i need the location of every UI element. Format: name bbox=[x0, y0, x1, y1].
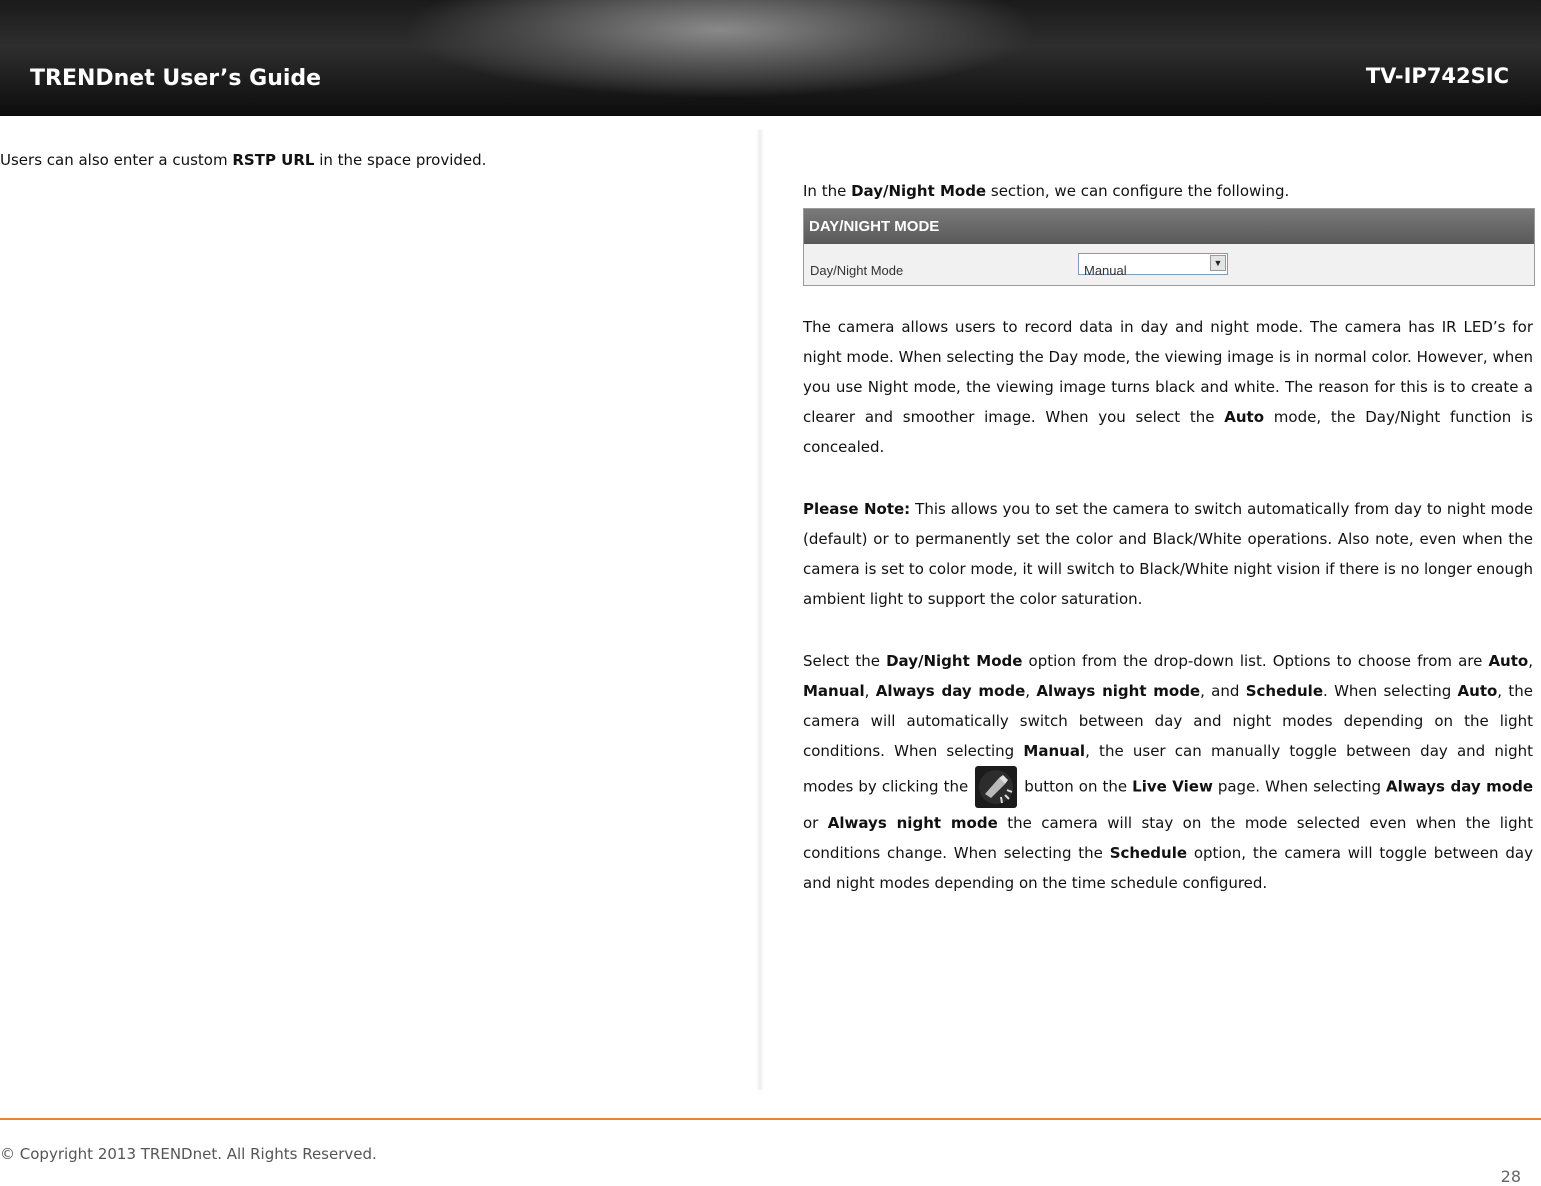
select-value: Manual bbox=[1084, 263, 1127, 278]
page-header bbox=[0, 0, 1541, 116]
panel-heading: DAY/NIGHT MODE bbox=[804, 209, 1534, 244]
day-night-mode-label: Day/Night Mode bbox=[810, 263, 904, 278]
rstp-url-term: RSTP URL bbox=[232, 151, 315, 169]
day-night-mode-row bbox=[804, 244, 1534, 285]
section-intro: In the Day/Night Mode section, we can configure the following. bbox=[803, 182, 1290, 200]
model-number: TV-IP742SIC bbox=[1365, 64, 1509, 88]
chevron-down-icon[interactable]: ▼ bbox=[1210, 255, 1226, 271]
day-night-toggle-icon bbox=[975, 766, 1017, 808]
please-note-paragraph: Please Note: This allows you to set the camera to switch automatically from day to night mode (default) or to permanently set the color and Black/White operations. Also note, even when the camera is set to color mode, it will switch to Black/White night vision if there is no longer enough ambient light to support the color saturation. bbox=[803, 500, 1533, 608]
day-night-mode-select[interactable] bbox=[1078, 253, 1228, 278]
page-number: 28 bbox=[1500, 1167, 1521, 1186]
guide-title: TRENDnet User’s Guide bbox=[30, 66, 322, 91]
footer-rule bbox=[0, 1118, 1541, 1120]
select-mode-paragraph: Select the Day/Night Mode option from the drop-down list. Options to choose from are Auto, Manual, Always day mode, Always night mode, and Schedule. When selecting Auto, the camera will automatically switch between day and night modes depending on the light conditions. When selecting Manual, the user can manually toggle between day and night modes by clicking the button on the Live View page. When selecting Always day mode or Always night mode the camera will stay on the mode selected even when the light conditions change. When selecting the Schedule option, the camera will toggle between day and night modes depending on the time schedule configured. bbox=[803, 652, 1533, 892]
intro-text: Users can also enter a custom bbox=[0, 151, 233, 169]
camera-modes-paragraph: The camera allows users to record data in day and night mode. The camera has IR LED’s for night mode. When selecting the Day mode, the viewing image is in normal color. However, when you use Night mode, the viewing image turns black and white. The reason for this is to create a clearer and smoother image. When you select the Auto mode, the Day/Night function is concealed. bbox=[803, 318, 1533, 456]
copyright-text: © Copyright 2013 TRENDnet. All Rights Reserved. bbox=[0, 1145, 377, 1163]
day-night-settings-panel bbox=[803, 208, 1535, 286]
intro-text-end: in the space provided. bbox=[314, 151, 487, 169]
column-divider bbox=[756, 130, 764, 1090]
left-column bbox=[0, 146, 740, 174]
right-column bbox=[803, 176, 1533, 898]
